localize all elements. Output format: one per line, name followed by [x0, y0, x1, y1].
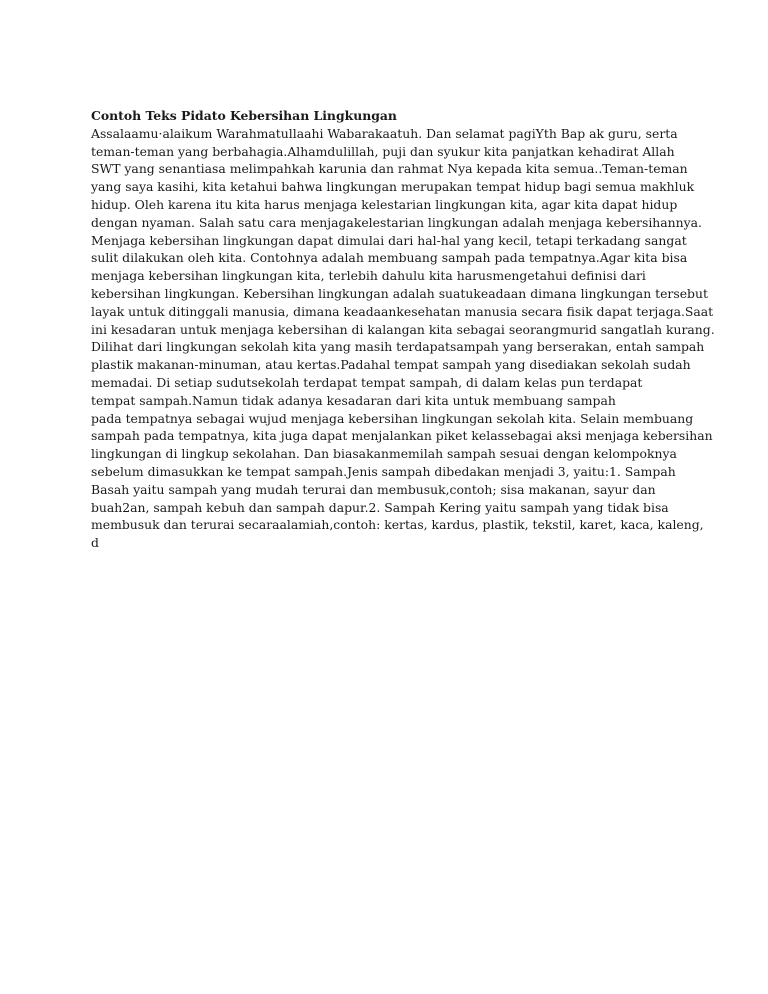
text-line: Basah yaitu sampah yang mudah terurai dan membusuk,contoh; sisa makanan, sayur dan — [91, 481, 656, 497]
text-line: layak untuk ditinggali manusia, dimana keadaankesehatan manusia secara fisik dapat terjaga.Saat — [91, 303, 714, 319]
text-line: Menjaga kebersihan lingkungan dapat dimulai dari hal-hal yang kecil, tetapi terkadang sangat — [91, 232, 687, 248]
text-line: tempat sampah.Namun tidak adanya kesadaran dari kita untuk membuang sampah — [91, 392, 616, 408]
text-line: yang saya kasihi, kita ketahui bahwa lingkungan merupakan tempat hidup bagi semua makhluk — [91, 179, 695, 195]
text-line: SWT yang senantiasa melimpahkah karunia dan rahmat Nya kepada kita semua..Teman-teman — [91, 161, 688, 177]
text-line: lingkungan di lingkup sekolahan. Dan biasakanmemilah sampah sesuai dengan kelompoknya — [91, 446, 677, 462]
text-line: plastik makanan-minuman, atau kertas.Padahal tempat sampah yang disediakan sekolah sudah — [91, 357, 691, 373]
text-line: buah2an, sampah kebuh dan sampah dapur.2. Sampah Kering yaitu sampah yang tidak bisa — [91, 499, 669, 515]
text-line: Dilihat dari lingkungan sekolah kita yang masih terdapatsampah yang berserakan, entah sampah — [91, 339, 705, 355]
document-text — [91, 125, 715, 552]
text-line: sulit dilakukan oleh kita. Contohnya adalah membuang sampah pada tempatnya.Agar kita bisa — [91, 250, 688, 266]
text-line: teman-teman yang berbahagia.Alhamdulillah, puji dan syukur kita panjatkan kehadirat Allah — [91, 143, 675, 159]
document-body — [91, 107, 715, 552]
text-line: sebelum dimasukkan ke tempat sampah.Jenis sampah dibedakan menjadi 3, yaitu:1. Sampah — [91, 463, 676, 479]
text-line: kebersihan lingkungan. Kebersihan lingkungan adalah suatukeadaan dimana lingkungan tersebut — [91, 285, 708, 301]
text-line: memadai. Di setiap sudutsekolah terdapat tempat sampah, di dalam kelas pun terdapat — [91, 374, 643, 390]
text-line: d — [91, 535, 99, 551]
text-line: Assalaamu·alaikum Warahmatullaahi Wabarakaatuh. Dan selamat pagiYth Bap ak guru, serta — [91, 125, 678, 141]
text-line: dengan nyaman. Salah satu cara menjagakelestarian lingkungan adalah menjaga kebersihannya. — [91, 214, 702, 230]
text-line: membusuk dan terurai secaraalamiah,contoh: kertas, kardus, plastik, tekstil, karet, kaca, kaleng, — [91, 517, 704, 533]
text-line: ini kesadaran untuk menjaga kebersihan di kalangan kita sebagai seorangmurid sangatlah kurang. — [91, 321, 715, 337]
text-line: sampah pada tempatnya, kita juga dapat menjalankan piket kelassebagai aksi menjaga kebersihan — [91, 428, 713, 444]
text-line: menjaga kebersihan lingkungan kita, terlebih dahulu kita harusmengetahui definisi dari — [91, 268, 646, 284]
text-line: pada tempatnya sebagai wujud menjaga kebersihan lingkungan sekolah kita. Selain membuang — [91, 410, 694, 426]
document-title: Contoh Teks Pidato Kebersihan Lingkungan — [91, 108, 397, 123]
text-line: hidup. Oleh karena itu kita harus menjaga kelestarian lingkungan kita, agar kita dapat hidup — [91, 196, 678, 212]
